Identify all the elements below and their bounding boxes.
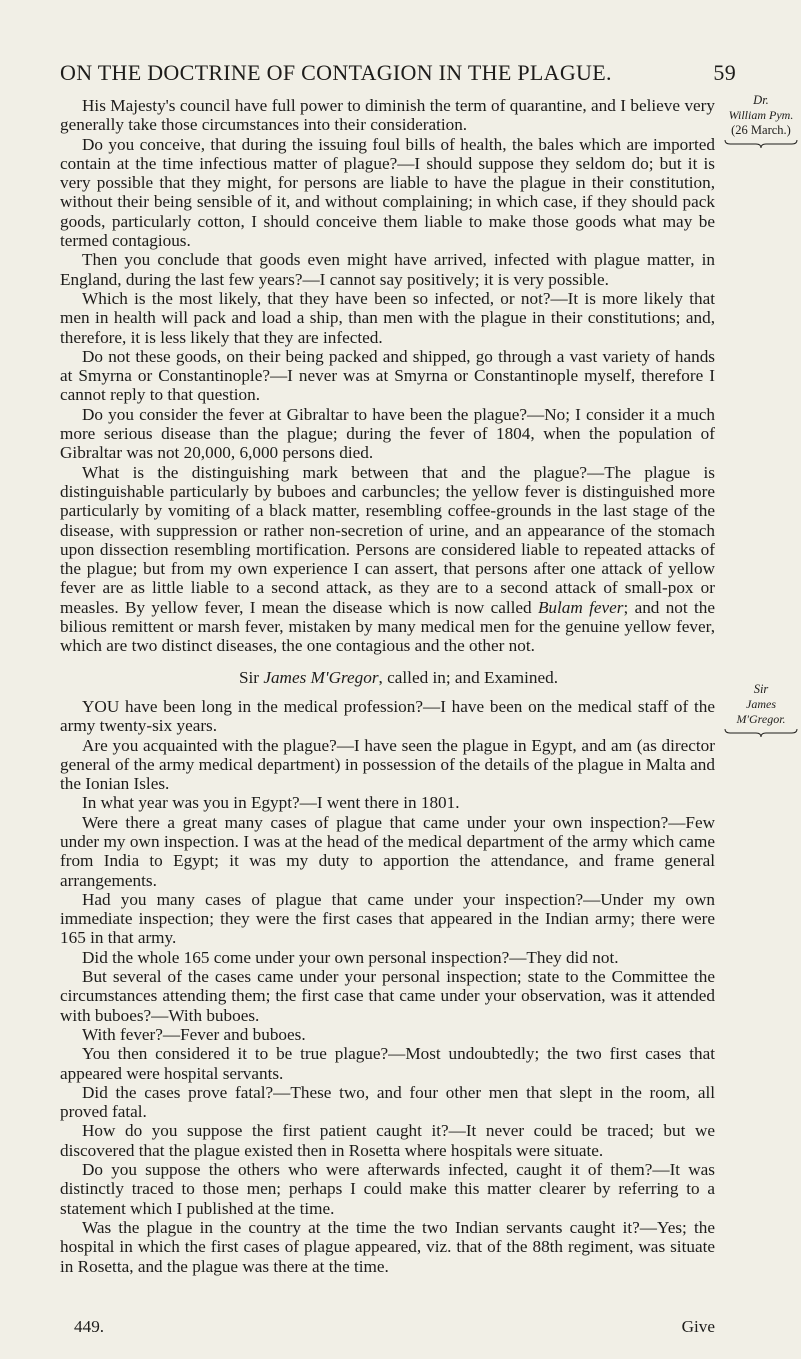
- paragraph: Do you conceive, that during the issuing foul bills of health, the bales which are imported contain at the time infectious matter of plague?—I should suppose they seldom do; but it is very possible that they might, for persons are liable to have the plague in their constitution, without their being sensible of it, and without complaining; in which case, if they should pack goods, particularly cotton, I should conceive them liable to make those goods what may be termed contagious.: [60, 134, 715, 251]
- paragraph: Which is the most likely, that they have been so infected, or not?—It is more likely that men in health will pack and load a ship, than men with the plague in their constitutions; and, therefore, it is less likely that they are infected.: [60, 288, 715, 347]
- margin-note-line: William Pym.: [728, 108, 794, 122]
- paragraph: But several of the cases came under your personal inspection; state to the Committee the circumstances attending them; the first case that came under your observation, was it attended with buboes?—With buboes.: [60, 967, 715, 1025]
- italic-term: Bulam fever: [537, 597, 624, 617]
- margin-note-line: Dr.: [753, 93, 769, 107]
- signature-mark: 449.: [74, 1317, 105, 1336]
- brace-icon: [724, 728, 798, 738]
- running-header: [60, 60, 736, 90]
- header-title: ON THE DOCTRINE OF CONTAGION IN THE PLAGUE.: [60, 60, 612, 85]
- page-number: 59: [713, 60, 736, 85]
- paragraph-text: ; and not the bilious remittent or marsh fever, mistaken by many medical men for the genuine yellow fever, which are two distinct diseases, the one contagious and the other not.: [60, 597, 715, 656]
- paragraph: [60, 463, 715, 656]
- margin-note-line: James M'Gregor.: [736, 697, 786, 726]
- paragraph: Then you conclude that goods even might have arrived, infected with plague matter, in England, during the last few years?—I cannot say positively; it is very possible.: [60, 250, 715, 289]
- brace-icon: [724, 139, 798, 149]
- paragraph: Were there a great many cases of plague that came under your own inspection?—Few under my own inspection. I was at the head of the medical department of the army which came from India to Egypt; it was my duty to apportion the attendance, and frame general arrangements.: [60, 812, 715, 890]
- paragraph: Do you suppose the others who were afterwards infected, caught it of them?—It was distinctly traced to those men; perhaps I could make this matter clearer by referring to a statement which I published at the time.: [60, 1160, 715, 1218]
- catchword: Give: [681, 1317, 715, 1336]
- paragraph: [60, 697, 715, 736]
- margin-note-pym: [724, 93, 798, 149]
- paragraph: With fever?—Fever and buboes.: [82, 1024, 306, 1044]
- paragraph: Do you consider the fever at Gibraltar to have been the plague?—No; I consider it a much more serious disease than the plague; during the fever of 1804, when the population of Gibraltar was not 20,000, 6,000 persons died.: [60, 404, 715, 463]
- witness-heading: [60, 668, 715, 687]
- paragraph-text: have been long in the medical profession?—I have been on the medical staff of the army twenty-six years.: [60, 696, 715, 736]
- heading-prefix: Sir: [238, 667, 264, 687]
- paragraph-text: What is the distinguishing mark between that and the plague?—The plague is distinguishable particularly by buboes and carbuncles; the yellow fever is distinguished more particularly by vomiting of a black matter, resembling coffee-grounds in the last stage of the disease, with suppression or rather non-secretion of urine, and an appearance of the stomach upon dissection resembling mortification. Persons are considered liable to repeated attacks of the plague; but from my own experience I can assert, that persons after one attack of yellow fever are as little liable to a second attack, as they are to a second attack of small-pox or measles. By yellow fever, I mean the disease which is now called: [60, 462, 715, 617]
- paragraph: How do you suppose the first patient caught it?—It never could be traced; but we discovered that the plague existed then in Rosetta where hospitals were situate.: [60, 1121, 715, 1160]
- paragraph: Did the cases prove fatal?—These two, and four other men that slept in the room, all proved fatal.: [60, 1082, 715, 1122]
- paragraph: In what year was you in Egypt?—I went there in 1801.: [82, 793, 460, 813]
- heading-suffix: , called in; and Examined.: [378, 667, 559, 687]
- witness-name: James M'Gregor: [263, 667, 379, 687]
- margin-note-line: Sir: [753, 682, 769, 696]
- paragraph: His Majesty's council have full power to diminish the term of quarantine, and I believe very generally take those circumstances into their consideration.: [60, 96, 715, 135]
- paragraph: Do not these goods, on their being packed and shipped, go through a vast variety of hands at Smyrna or Constantinople?—I never was at Smyrna or Constantinople myself, therefore I cannot reply to that question.: [60, 346, 715, 405]
- paragraph: Had you many cases of plague that came under your inspection?—Under my own immediate inspection; they were the first cases that appeared in the Indian army; there were 165 in that army.: [60, 889, 715, 948]
- drop-cap-word: YOU: [82, 696, 120, 716]
- paragraph: Did the whole 165 come under your own personal inspection?—They did not.: [82, 947, 619, 967]
- paragraph: Are you acquainted with the plague?—I have seen the plague in Egypt, and am (as director general of the army medical department) in possession of the details of the plague in Malta and the Ionian Isles.: [60, 735, 715, 794]
- margin-note-mgregor: [724, 682, 798, 738]
- paragraph: Was the plague in the country at the time the two Indian servants caught it?—Yes; the hospital in which the first cases of plague appeared, viz. that of the 88th regiment, was situate in Rosetta, and the plague was there at the time.: [60, 1217, 715, 1276]
- margin-note-line: (26 March.): [731, 123, 791, 137]
- page-body: [60, 96, 715, 1276]
- paragraph: You then considered it to be true plague?—Most undoubtedly; the two first cases that appeared were hospital servants.: [60, 1044, 715, 1083]
